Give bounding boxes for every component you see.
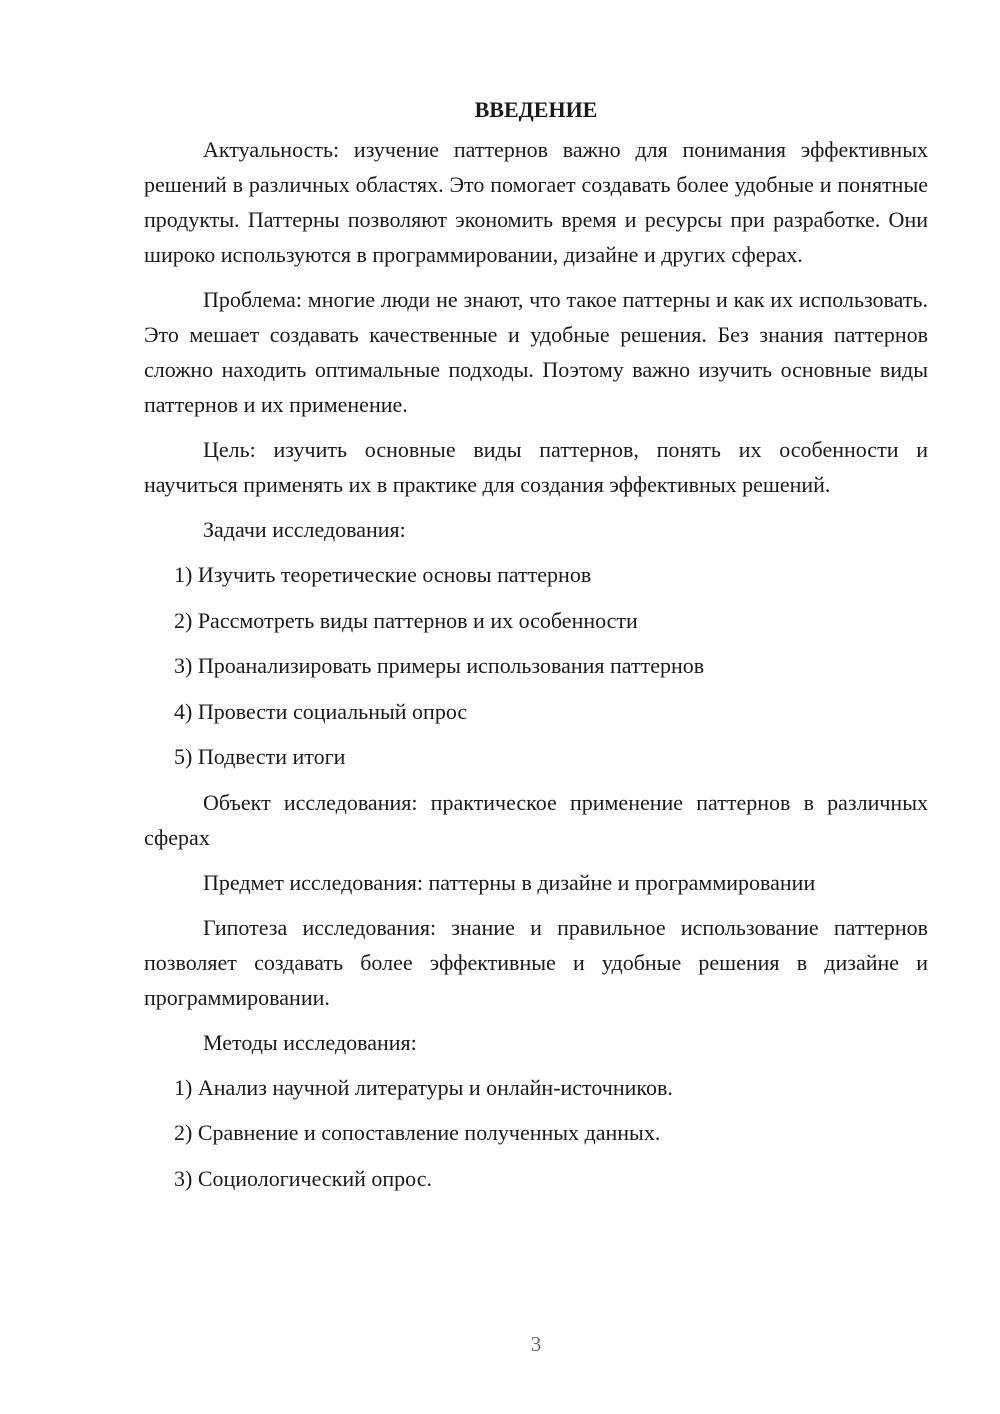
list-item: 3) Проанализировать примеры использования паттернов xyxy=(174,653,705,678)
document-page xyxy=(144,92,928,1206)
list-item: 3) Социологический опрос. xyxy=(174,1165,432,1191)
relevance-paragraph: Актуальность: изучение паттернов важно для понимания эффективных решений в различных областях. Это помогает создавать более удобные и понятные продукты. Паттерны позволяют экономить время и ресурсы при разработке. Они широко используются в программировании, дизайне и других сферах. xyxy=(144,137,928,267)
problem-paragraph: Проблема: многие люди не знают, что такое паттерны и как их использовать. Это мешает создавать качественные и удобные решения. Без знания паттернов сложно находить оптимальные подходы. Поэтому важно изучить основные виды паттернов и их применение. xyxy=(144,287,928,417)
list-item: 2) Рассмотреть виды паттернов и их особенности xyxy=(174,607,638,633)
list-item: 1) Анализ научной литературы и онлайн-источников. xyxy=(174,1074,673,1100)
section-title: ВВЕДЕНИЕ xyxy=(474,97,598,122)
list-item: 4) Провести социальный опрос xyxy=(174,698,468,724)
page-number: 3 xyxy=(530,1332,542,1356)
list-item: 5) Подвести итоги xyxy=(174,744,346,769)
object-paragraph: Объект исследования: практическое применение паттернов в различных сферах xyxy=(144,789,928,850)
tasks-heading: Задачи исследования: xyxy=(203,517,406,542)
subject-paragraph: Предмет исследования: паттерны в дизайне и программировании xyxy=(203,869,816,895)
methods-heading: Методы исследования: xyxy=(203,1029,417,1055)
hypothesis-paragraph: Гипотеза исследования: знание и правильное использование паттернов позволяет создавать более эффективные и удобные решения в дизайне и программировании. xyxy=(144,914,928,1010)
list-item: 1) Изучить теоретические основы паттернов xyxy=(174,562,592,587)
methods-list xyxy=(144,1070,928,1196)
goal-paragraph: Цель: изучить основные виды паттернов, понять их особенности и научиться применять их в практике для создания эффективных решений. xyxy=(144,437,928,497)
list-item: 2) Сравнение и сопоставление полученных данных. xyxy=(174,1120,661,1145)
tasks-list xyxy=(144,557,928,774)
